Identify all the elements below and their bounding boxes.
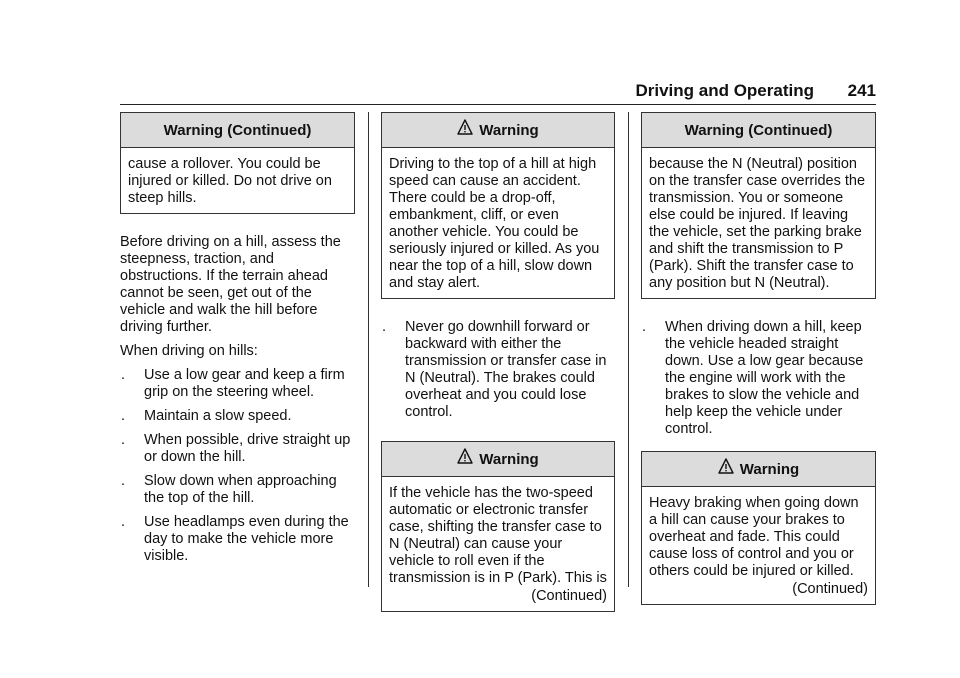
paragraph: When driving on hills: (120, 343, 258, 359)
warning-box (641, 451, 876, 605)
warning-box-body: cause a rollover. You could be injured or killed. Do not drive on steep hills. (128, 156, 332, 206)
warning-box-continued (641, 112, 876, 299)
section-title: Driving and Operating (635, 81, 814, 100)
warning-box-title: Warning (382, 442, 614, 477)
bullet-mark: . (121, 432, 126, 448)
bullet-list (381, 319, 615, 421)
bullet-list (641, 319, 876, 438)
warning-icon (457, 119, 473, 135)
column-divider (368, 112, 369, 587)
warning-box-body: If the vehicle has the two-speed automatic or electronic transfer case, shifting the transfer case to N (Neutral) can cause your vehicle to roll even if the transmission is in P (Park). This is (Continued) (389, 485, 607, 604)
list-item: . Use headlamps even during the day to make the vehicle more visible. (121, 514, 349, 564)
page-number: 241 (847, 81, 876, 100)
warning-box-body: Driving to the top of a hill at high speed can cause an accident. There could be a drop-off, embankment, cliff, or even another vehicle. You could be seriously injured or killed. As you near the top of a hill, slow down and stay alert. (389, 156, 600, 291)
warning-box-title: Warning (642, 452, 875, 487)
warning-box-title: Warning (Continued) (121, 113, 354, 148)
list-item: . When possible, drive straight up or down the hill. (121, 432, 351, 465)
warning-icon (718, 458, 734, 474)
bullet-mark: . (121, 514, 126, 530)
warning-box-title: Warning (Continued) (642, 113, 875, 148)
bullet-mark: . (121, 408, 126, 424)
warning-box-continued (120, 112, 355, 214)
continued-label: (Continued) (792, 581, 868, 597)
warning-icon (457, 448, 473, 464)
warning-box-body: Heavy braking when going down a hill can cause your brakes to overheat and fade. This could cause loss of control and you or others could be injured or killed. (Continued) (649, 495, 868, 597)
column-1 (120, 112, 355, 572)
warning-box-body: because the N (Neutral) position on the transfer case overrides the transmission. You or someone else could be injured. If leaving the vehicle, set the parking brake and shift the transmission to P (Park). Shift the transfer case to any position but N (Neutral). (649, 156, 866, 291)
bullet-mark: . (382, 319, 387, 335)
list-item: . Slow down when approaching the top of the hill. (121, 473, 337, 506)
list-item: . Maintain a slow speed. (121, 408, 292, 424)
bullet-list (120, 367, 355, 565)
paragraph: Before driving on a hill, assess the steepness, traction, and obstructions. If the terrain ahead cannot be seen, get out of the vehicle and walk the hill before driving further. (120, 234, 341, 335)
column-divider (628, 112, 629, 587)
column-2 (381, 112, 615, 632)
page-header (120, 82, 876, 105)
warning-box-title: Warning (382, 113, 614, 148)
continued-label: (Continued) (531, 588, 607, 604)
list-item: . Never go downhill forward or backward with either the transmission or transfer case in N (Neutral). The brakes could overheat and you could lose control. (382, 319, 607, 420)
warning-box (381, 112, 615, 299)
bullet-mark: . (642, 319, 647, 335)
column-3 (641, 112, 876, 625)
list-item: . When driving down a hill, keep the vehicle headed straight down. Use a low gear because the engine will work with the brakes to slow the vehicle and help keep the vehicle under control. (642, 319, 864, 437)
warning-box (381, 441, 615, 612)
list-item: . Use a low gear and keep a firm grip on the steering wheel. (121, 367, 345, 400)
bullet-mark: . (121, 473, 126, 489)
bullet-mark: . (121, 367, 126, 383)
